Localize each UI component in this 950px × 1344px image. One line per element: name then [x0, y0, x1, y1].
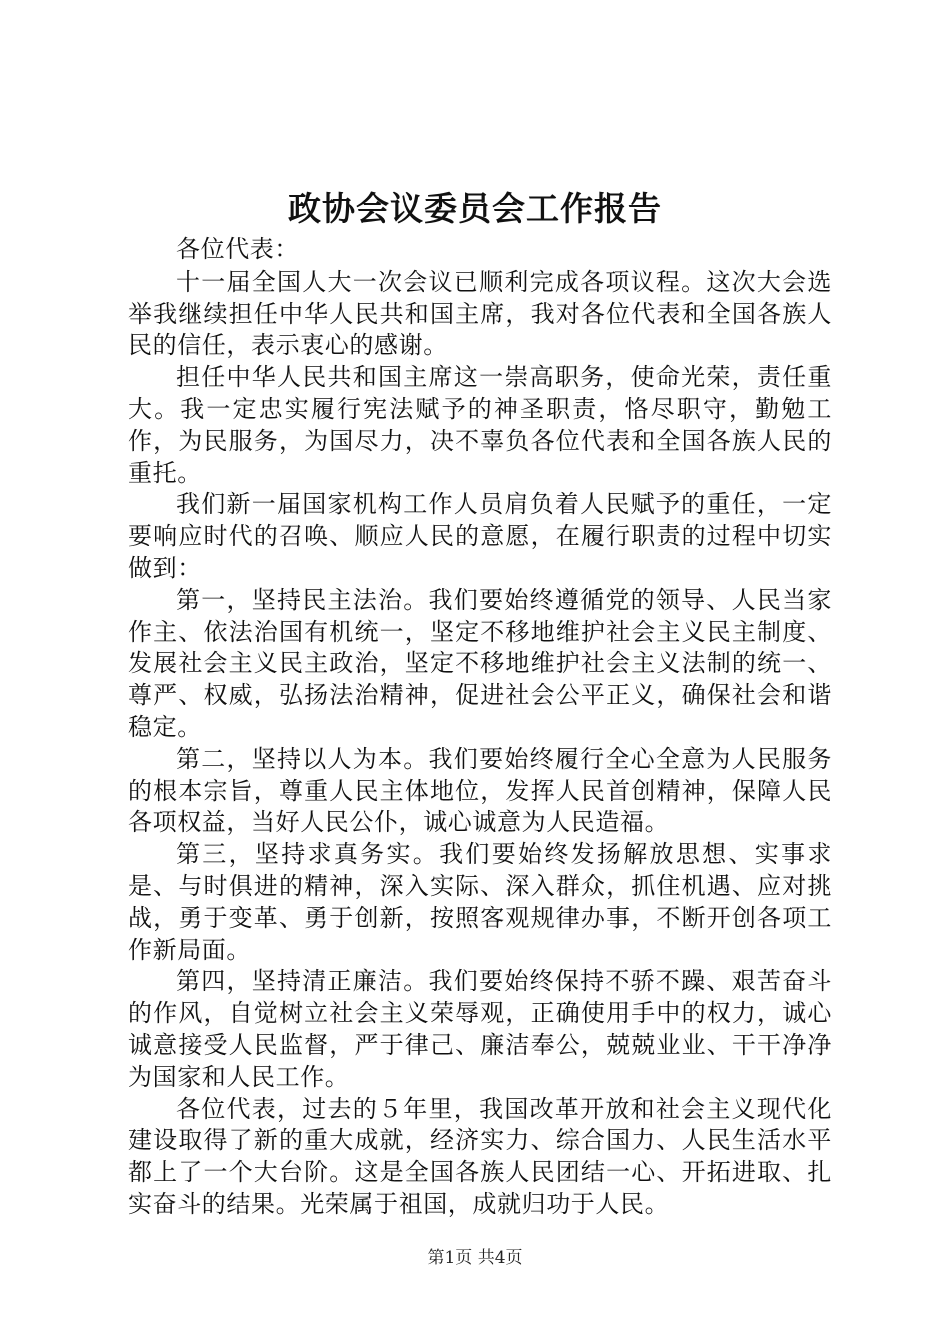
document-body [128, 234, 832, 1221]
paragraph-5: 第二，坚持以人为本。我们要始终履行全心全意为人民服务的根本宗旨，尊重人民主体地位，发挥人民首创精神，保障人民各项权益，当好人民公仆，诚心诚意为人民造福。 [128, 744, 832, 837]
paragraph-8: 各位代表，过去的５年里，我国改革开放和社会主义现代化建设取得了新的重大成就，经济实力、综合国力、人民生活水平都上了一个大台阶。这是全国各族人民团结一心、开拓进取、扎实奋斗的结果。光荣属于祖国，成就归功于人民。 [128, 1094, 832, 1218]
paragraph-4: 第一，坚持民主法治。我们要始终遵循党的领导、人民当家作主、依法治国有机统一，坚定不移地维护社会主义民主制度、发展社会主义民主政治，坚定不移地维护社会主义法制的统一、尊严、权威，弘扬法治精神，促进社会公平正义，确保社会和谐稳定。 [128, 585, 832, 741]
paragraph-2: 担任中华人民共和国主席这一崇高职务，使命光荣，责任重大。我一定忠实履行宪法赋予的神圣职责，恪尽职守，勤勉工作，为民服务，为国尽力，决不辜负各位代表和全国各族人民的重托。 [128, 363, 832, 487]
salutation: 各位代表： [176, 235, 299, 263]
paragraph-6: 第三，坚持求真务实。我们要始终发扬解放思想、实事求是、与时俱进的精神，深入实际、深入群众，抓住机遇、应对挑战，勇于变革、勇于创新，按照客观规律办事，不断开创各项工作新局面。 [128, 840, 832, 964]
paragraph-1: 十一届全国人大一次会议已顺利完成各项议程。这次大会选举我继续担任中华人民共和国主席，我对各位代表和全国各族人民的信任，表示衷心的感谢。 [128, 267, 832, 360]
document-title: 政协会议委员会工作报告 [288, 189, 662, 228]
paragraph-3: 我们新一届国家机构工作人员肩负着人民赋予的重任，一定要响应时代的召唤、顺应人民的意愿，在履行职责的过程中切实做到： [128, 490, 832, 582]
paragraph-7: 第四，坚持清正廉洁。我们要始终保持不骄不躁、艰苦奋斗的作风，自觉树立社会主义荣辱观，正确使用手中的权力，诚心诚意接受人民监督，严于律己、廉洁奉公，兢兢业业、干干净净为国家和人民工作。 [128, 967, 832, 1091]
page-number-footer: 第1页 共4页 [427, 1248, 523, 1268]
